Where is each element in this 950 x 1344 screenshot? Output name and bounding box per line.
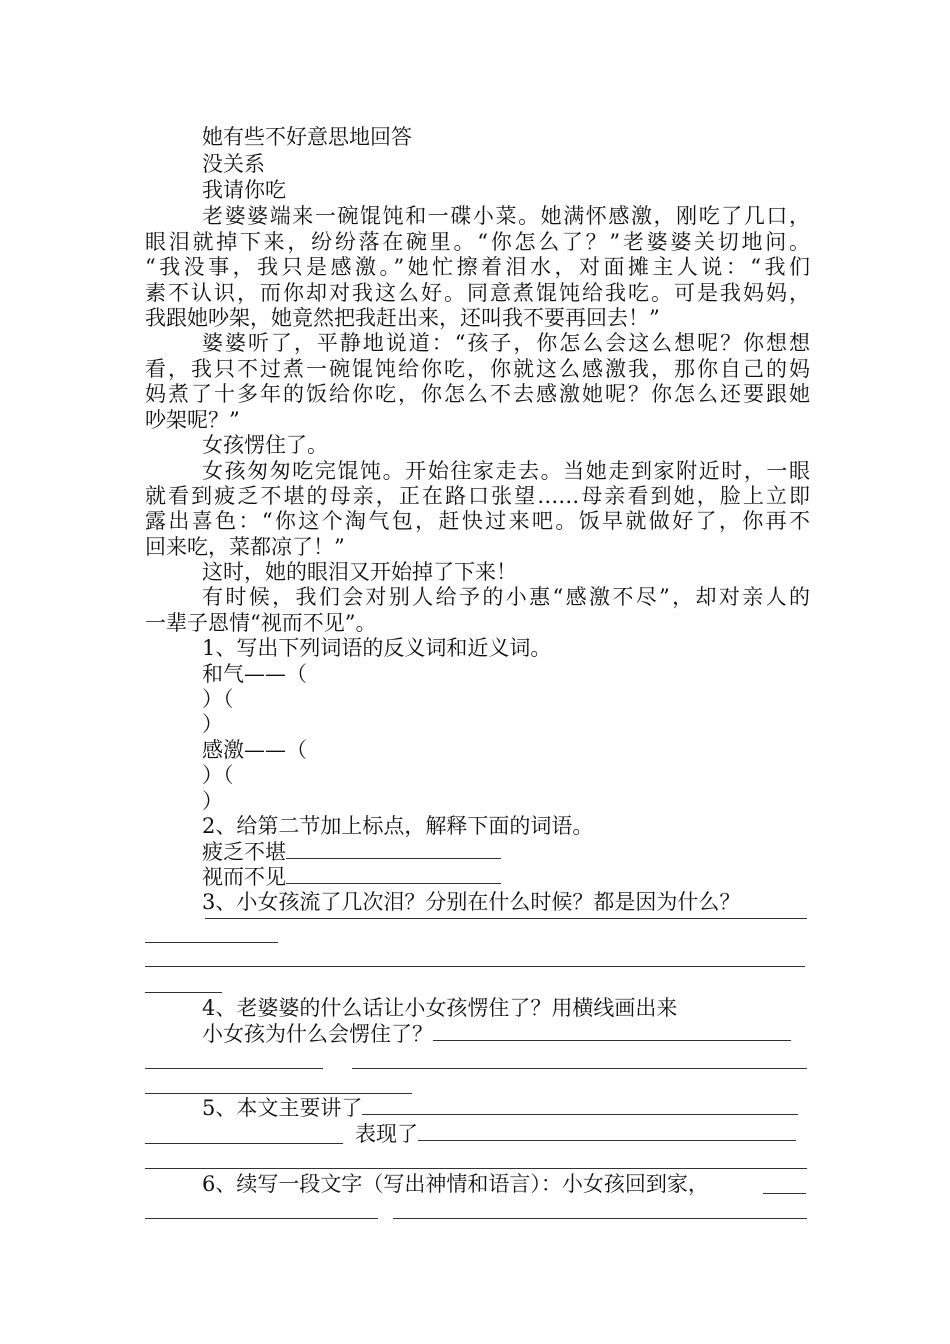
paragraph-line: 女孩匆匆吃完馄饨。开始往家走去。当她走到家附近时，一眼 [202,459,810,483]
answer-line[interactable] [145,1168,807,1169]
answer-line[interactable] [145,1068,323,1069]
bracket-blank: ） [202,789,223,813]
paragraph-line: 素不认识，而你却对我这么好。同意煮馄饨给我吃。可是我妈妈， [145,281,810,305]
answer-blank[interactable] [418,1122,796,1141]
answer-line[interactable] [145,1143,343,1144]
paragraph-line: 一辈子恩情“视而不见”。 [145,611,377,635]
question-2: 2、给第二节加上标点，解释下面的词语。 [202,814,594,838]
answer-line[interactable] [205,918,807,919]
question-6: 6、续写一段文字（写出神情和语言）：小女孩回到家， [202,1172,709,1196]
answer-line[interactable] [352,1068,807,1069]
paragraph-line: 眼泪就掉下来，纷纷落在碗里。“你怎么了？”老婆婆关切地问。 [145,230,810,254]
paragraph-line: 看，我只不过煮一碗馄饨给你吃，你就这么感激我，那你自己的妈 [145,357,810,381]
answer-line[interactable] [763,1193,806,1194]
text-line: 没关系 [202,152,265,176]
term-line [202,840,810,864]
paragraph-line: “我没事，我只是感激。”她忙擦着泪水，对面摊主人说：“我们 [145,255,810,279]
answer-blank[interactable] [362,1096,798,1115]
word-pair-line: 和气——（ [202,662,307,686]
text-line: 我请你吃 [202,178,286,202]
answer-line[interactable] [145,966,805,967]
answer-blank[interactable] [433,1022,791,1041]
answer-line[interactable] [145,1093,412,1094]
answer-blank[interactable] [286,840,501,859]
paragraph-line: 婆婆听了，平静地说道：“孩子，你怎么会这么想呢？你想想 [202,331,810,355]
paragraph-line: 吵架呢？” [145,408,240,432]
question-1: 1、写出下列词语的反义词和近义词。 [202,636,552,660]
answer-line[interactable] [145,992,222,993]
paragraph-line: 回来吃，菜都凉了！” [145,535,345,559]
bracket-blank: ）（ [202,687,234,711]
word-pair-line: 感激——（ [202,738,307,762]
answer-line[interactable] [145,1218,378,1219]
paragraph-line: 这时，她的眼泪又开始掉了下来！ [202,560,517,584]
paragraph-line: 露出喜色：“你这个淘气包，赶快过来吧。饭早就做好了，你再不 [145,509,810,533]
paragraph-line: 我跟她吵架，她竟然把我赶出来，还叫我不要再回去！” [145,306,660,330]
paragraph-line: 妈煮了十多年的饭给你吃，你怎么不去感激她呢？你怎么还要跟她 [145,382,810,406]
bracket-blank: ）（ [202,763,234,787]
term-label: 疲乏不堪 [202,840,286,864]
text-line: 她有些不好意思地回答 [202,125,412,149]
answer-line[interactable] [145,942,278,943]
answer-line[interactable] [393,1218,807,1219]
term-line [202,865,810,889]
question-5: 5、本文主要讲了 [202,1096,810,1120]
question-3: 3、小女孩流了几次泪？分别在什么时候？都是因为什么？ [202,890,741,914]
paragraph-line: 老婆婆端来一碗馄饨和一碟小菜。她满怀感激，刚吃了几口， [202,204,810,228]
question-4-sub: 小女孩为什么会愣住了？ [202,1022,810,1046]
answer-blank[interactable] [286,865,501,884]
question-4: 4、老婆婆的什么话让小女孩愣住了？用横线画出来 [202,996,678,1020]
paragraph-line: 有时候，我们会对别人给予的小惠“感激不尽”，却对亲人的 [202,585,810,609]
paragraph-line: 就看到疲乏不堪的母亲，正在路口张望……母亲看到她，脸上立即 [145,484,810,508]
term-label: 视而不见 [202,865,286,889]
bracket-blank: ） [202,712,223,736]
question-5-sub: 表现了 [355,1122,810,1146]
paragraph-line: 女孩愣住了。 [202,433,328,457]
